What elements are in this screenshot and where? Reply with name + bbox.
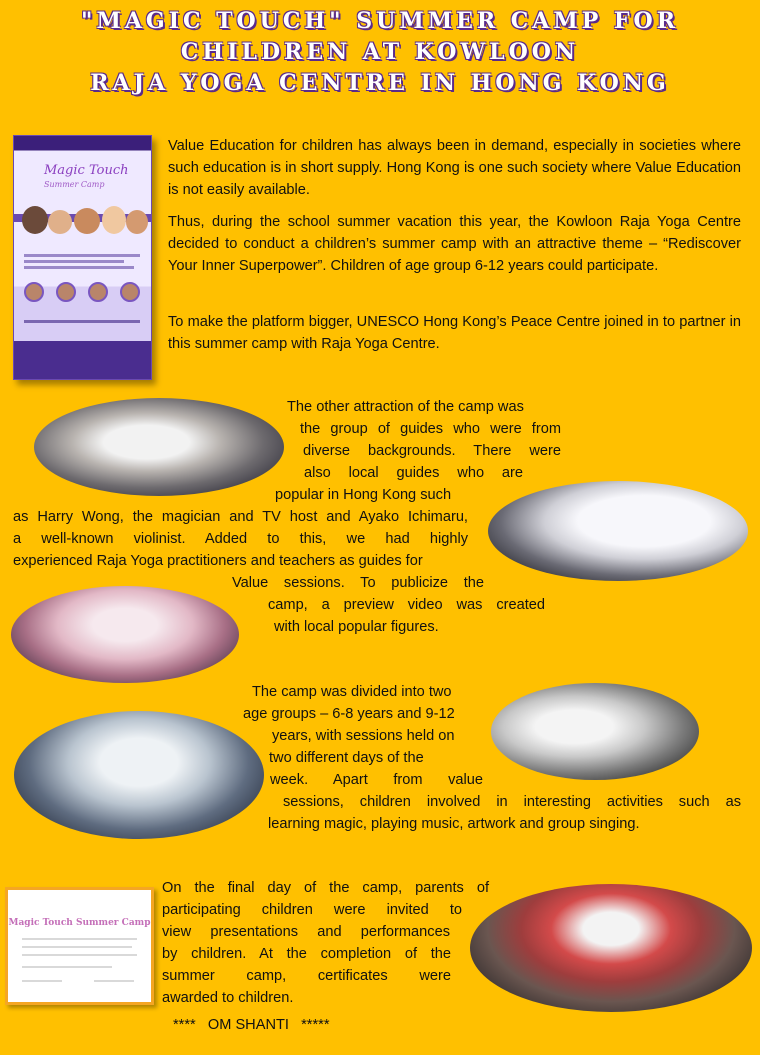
finalday-line-3: view presentations and performances	[162, 924, 450, 940]
photo-pink-room	[11, 586, 239, 683]
agegroups-line-2: age groups – 6-8 years and 9-12	[243, 706, 455, 722]
title-line-1: "MAGIC TOUCH" SUMMER CAMP FOR	[81, 8, 679, 34]
paragraph-unesco: To make the platform bigger, UNESCO Hong Kong’s Peace Centre joined in to partner in this summer camp with Raja Yoga Centre.	[168, 314, 741, 352]
poster-child-1	[22, 206, 48, 234]
agegroups-line-1: The camp was divided into two	[252, 684, 452, 700]
poster-guide-2	[56, 282, 76, 302]
photo-guide-and-child	[491, 683, 699, 780]
page-title	[0, 6, 760, 99]
finalday-line-2: participating children were invited to	[162, 902, 462, 918]
title-line-3: RAJA YOGA CENTRE IN HONG KONG	[90, 70, 670, 96]
guides-line-9: Value sessions. To publicize the	[232, 575, 484, 591]
poster-guide-3	[88, 282, 108, 302]
certificate-title: Magic Touch Summer Camp	[8, 918, 151, 928]
guides-line-6: as Harry Wong, the magician and TV host and Ayako Ichimaru,	[13, 509, 468, 525]
guides-line-3: diverse backgrounds. There were	[303, 443, 561, 459]
agegroups-line-3: years, with sessions held on	[272, 728, 455, 744]
camp-poster-image	[13, 135, 152, 380]
poster-heading: Magic Touch	[44, 163, 129, 178]
guides-line-11: with local popular figures.	[274, 619, 439, 635]
finalday-line-1: On the final day of the camp, parents of	[162, 880, 489, 896]
finalday-line-6: awarded to children.	[162, 990, 294, 1006]
poster-child-5	[126, 210, 148, 234]
poster-subheading: Summer Camp	[44, 180, 105, 189]
photo-classroom-screen	[488, 481, 748, 581]
guides-line-2: the group of guides who were from	[300, 421, 561, 437]
title-line-2: CHILDREN AT KOWLOON	[180, 39, 580, 65]
poster-guide-4	[120, 282, 140, 302]
guides-line-4: also local guides who are	[304, 465, 523, 481]
paragraph-camp-theme: Thus, during the school summer vacation this year, the Kowloon Raja Yoga Centre decided to conduct a children’s summer camp with an attractive theme – “Rediscover Your Inner Superpower”. Children of age group 6-12 years could participate.	[168, 214, 741, 274]
guides-line-5: popular in Hong Kong such	[275, 487, 452, 503]
photo-group-with-certificates	[470, 884, 752, 1012]
footer-om-shanti: **** OM SHANTI *****	[173, 1017, 330, 1033]
poster-child-2	[48, 210, 72, 234]
guides-line-10: camp, a preview video was created	[268, 597, 545, 613]
guides-line-1: The other attraction of the camp was	[287, 399, 524, 415]
agegroups-line-6: sessions, children involved in interesting activities such as	[283, 794, 741, 810]
poster-guide-1	[24, 282, 44, 302]
poster-child-3	[74, 208, 100, 234]
photo-group-activity	[14, 711, 264, 839]
agegroups-line-7: learning magic, playing music, artwork and group singing.	[268, 816, 640, 832]
finalday-line-5: summer camp, certificates were	[162, 968, 451, 984]
photo-children-activity	[34, 398, 284, 496]
poster-child-4	[102, 206, 126, 234]
guides-line-8: experienced Raja Yoga practitioners and teachers as guides for	[13, 553, 423, 569]
certificate-image	[5, 887, 154, 1005]
finalday-line-4: by children. At the completion of the	[162, 946, 451, 962]
agegroups-line-5: week. Apart from value	[270, 772, 483, 788]
guides-line-7: a well-known violinist. Added to this, we had highly	[13, 531, 468, 547]
agegroups-line-4: two different days of the	[269, 750, 424, 766]
poster-venue-band	[14, 341, 151, 379]
paragraph-intro: Value Education for children has always been in demand, especially in societies where such education is in short supply. Hong Kong is one such society where Value Education is not easily available.	[168, 138, 741, 198]
